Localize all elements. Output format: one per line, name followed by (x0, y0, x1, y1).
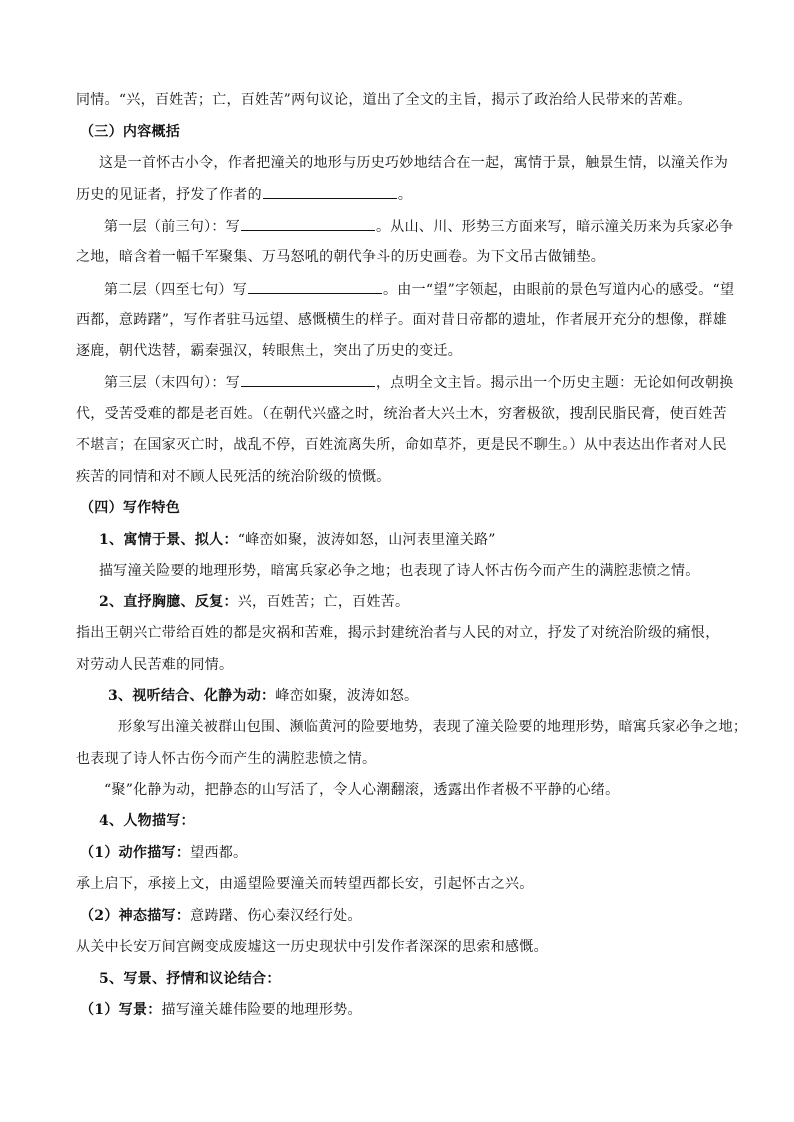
body-text: 指出王朝兴亡带给百姓的都是灾祸和苦难，揭示封建统治者与人民的对立，抒发了对统治阶级的痛恨， (76, 625, 720, 641)
text-line (80, 1000, 362, 1020)
text-line (104, 279, 734, 300)
text-line (80, 906, 362, 926)
text-line (76, 404, 727, 424)
body-text: 代，受苦受难的都是老百姓。（在朝代兴盛之时，统治者大兴土木，穷奢极欲，搜刮民脂民膏，使百姓苦 (76, 406, 727, 422)
body-text: 这是一首怀古小令，作者把潼关的地形与历史巧妙地结合在一起，寓情于景，触景生情，以潼关作为 (99, 155, 729, 171)
fill-in-blank[interactable] (241, 372, 375, 387)
body-text: 描写潼关险要的地理形势，暗寓兵家必争之地；也表现了诗人怀古伤今而产生的满腔悲愤之情。 (99, 563, 700, 579)
text-line (99, 561, 700, 581)
text-line (76, 937, 548, 957)
text-line (118, 717, 747, 737)
heading-text: 5、写景、抒情和议论结合： (99, 971, 281, 987)
text-line (108, 686, 418, 706)
body-text: “峰峦如聚，波涛如怒，山河表里潼关路” (237, 532, 496, 548)
text-line (99, 592, 409, 612)
heading-text: 4、人物描写： (99, 813, 195, 829)
text-line (76, 623, 720, 643)
body-text: 疾苦的同情和对不顾人民死活的统治阶级的愤慨。 (76, 469, 391, 485)
text-line (76, 341, 462, 361)
body-text: 从关中长安万间宫阙变成废墟这一历史现状中引发作者深深的思索和感慨。 (76, 939, 548, 955)
body-text: 同情。“兴，百姓苦；亡，百姓苦”两句议论，道出了全文的主旨，揭示了政治给人民带来的苦难。 (76, 92, 692, 108)
body-text: 西都，意踌躇”，写作者驻马远望、感慨横生的样子。面对昔日帝都的遗址，作者展开充分的想像，群雄 (76, 312, 727, 328)
body-text: 描写潼关雄伟险要的地理形势。 (161, 1002, 362, 1018)
heading-text: （1）写景： (80, 1002, 162, 1018)
body-text: 承上启下，承接上文，由遥望险要潼关而转望西都长安，引起怀古之兴。 (76, 876, 534, 892)
body-text: 历史的见证者，抒发了作者的 (76, 187, 262, 203)
body-text: ，点明全文主旨。揭示出一个历史主题：无论如何改朝换 (376, 375, 734, 391)
body-text: “聚”化静为动，把静态的山写活了，令人心潮翻滚，透露出作者极不平静的心绪。 (104, 782, 620, 798)
text-line (76, 467, 391, 487)
text-line (104, 780, 619, 800)
text-line (76, 90, 692, 110)
text-line (80, 498, 180, 518)
text-line (104, 216, 734, 237)
text-line (76, 874, 534, 894)
body-text: 望西都。 (190, 845, 248, 861)
body-text: 形象写出潼关被群山包围、濒临黄河的险要地势，表现了潼关险要的地理形势，暗寓兵家必争之地； (118, 719, 748, 735)
fill-in-blank[interactable] (263, 184, 397, 199)
text-line (99, 811, 195, 831)
body-text: 。由一“望”字领起，由眼前的景色写道内心的感受。“望 (383, 282, 735, 298)
heading-text: （2）神态描写： (80, 908, 191, 924)
body-text: 意踌躇、伤心秦汉经行处。 (190, 908, 362, 924)
body-text: 之地，暗含着一幅千军聚集、万马怒吼的朝代争斗的历史画卷。为下文吊古做铺垫。 (76, 249, 606, 265)
text-line (99, 969, 281, 989)
heading-text: 2、直抒胸臆、反复： (99, 594, 238, 610)
text-line (76, 247, 605, 267)
heading-text: 1、寓情于景、拟人： (99, 532, 238, 548)
body-text: 兴，百姓苦；亡，百姓苦。 (237, 594, 410, 610)
text-line (76, 655, 233, 675)
text-line (76, 435, 727, 455)
fill-in-blank[interactable] (241, 216, 375, 231)
heading-text: （四）写作特色 (80, 500, 181, 516)
body-text: 第二层（四至七句）写 (104, 282, 247, 298)
body-text: 第三层（末四句）：写 (104, 375, 240, 391)
heading-text: （1）动作描写： (80, 845, 191, 861)
text-line (76, 749, 376, 769)
body-text: 不堪言；在国家灭亡时，战乱不停，百姓流离失所，命如草芥，更是民不聊生。）从中表达出作者对人民 (76, 437, 727, 453)
body-text: 也表现了诗人怀古伤今而产生的满腔悲愤之情。 (76, 751, 377, 767)
heading-text: 3、视听结合、化静为动： (108, 688, 276, 704)
text-line (80, 122, 180, 142)
text-line (99, 530, 496, 550)
text-line (99, 153, 728, 173)
body-text: 。从山、川、形势三方面来写，暗示潼关历来为兵家必争 (376, 219, 734, 235)
body-text: 。 (397, 187, 413, 203)
text-line (76, 184, 412, 205)
fill-in-blank[interactable] (248, 279, 382, 294)
text-line (104, 372, 734, 393)
body-text: 峰峦如聚，波涛如怒。 (275, 688, 419, 704)
text-line (76, 310, 727, 330)
body-text: 第一层（前三句）：写 (104, 219, 240, 235)
body-text: 逐鹿，朝代迭替，霸秦强汉，转眼焦土，突出了历史的变迁。 (76, 343, 463, 359)
heading-text: （三）内容概括 (80, 124, 181, 140)
body-text: 对劳动人民苦难的同情。 (76, 657, 234, 673)
text-line (80, 843, 247, 863)
